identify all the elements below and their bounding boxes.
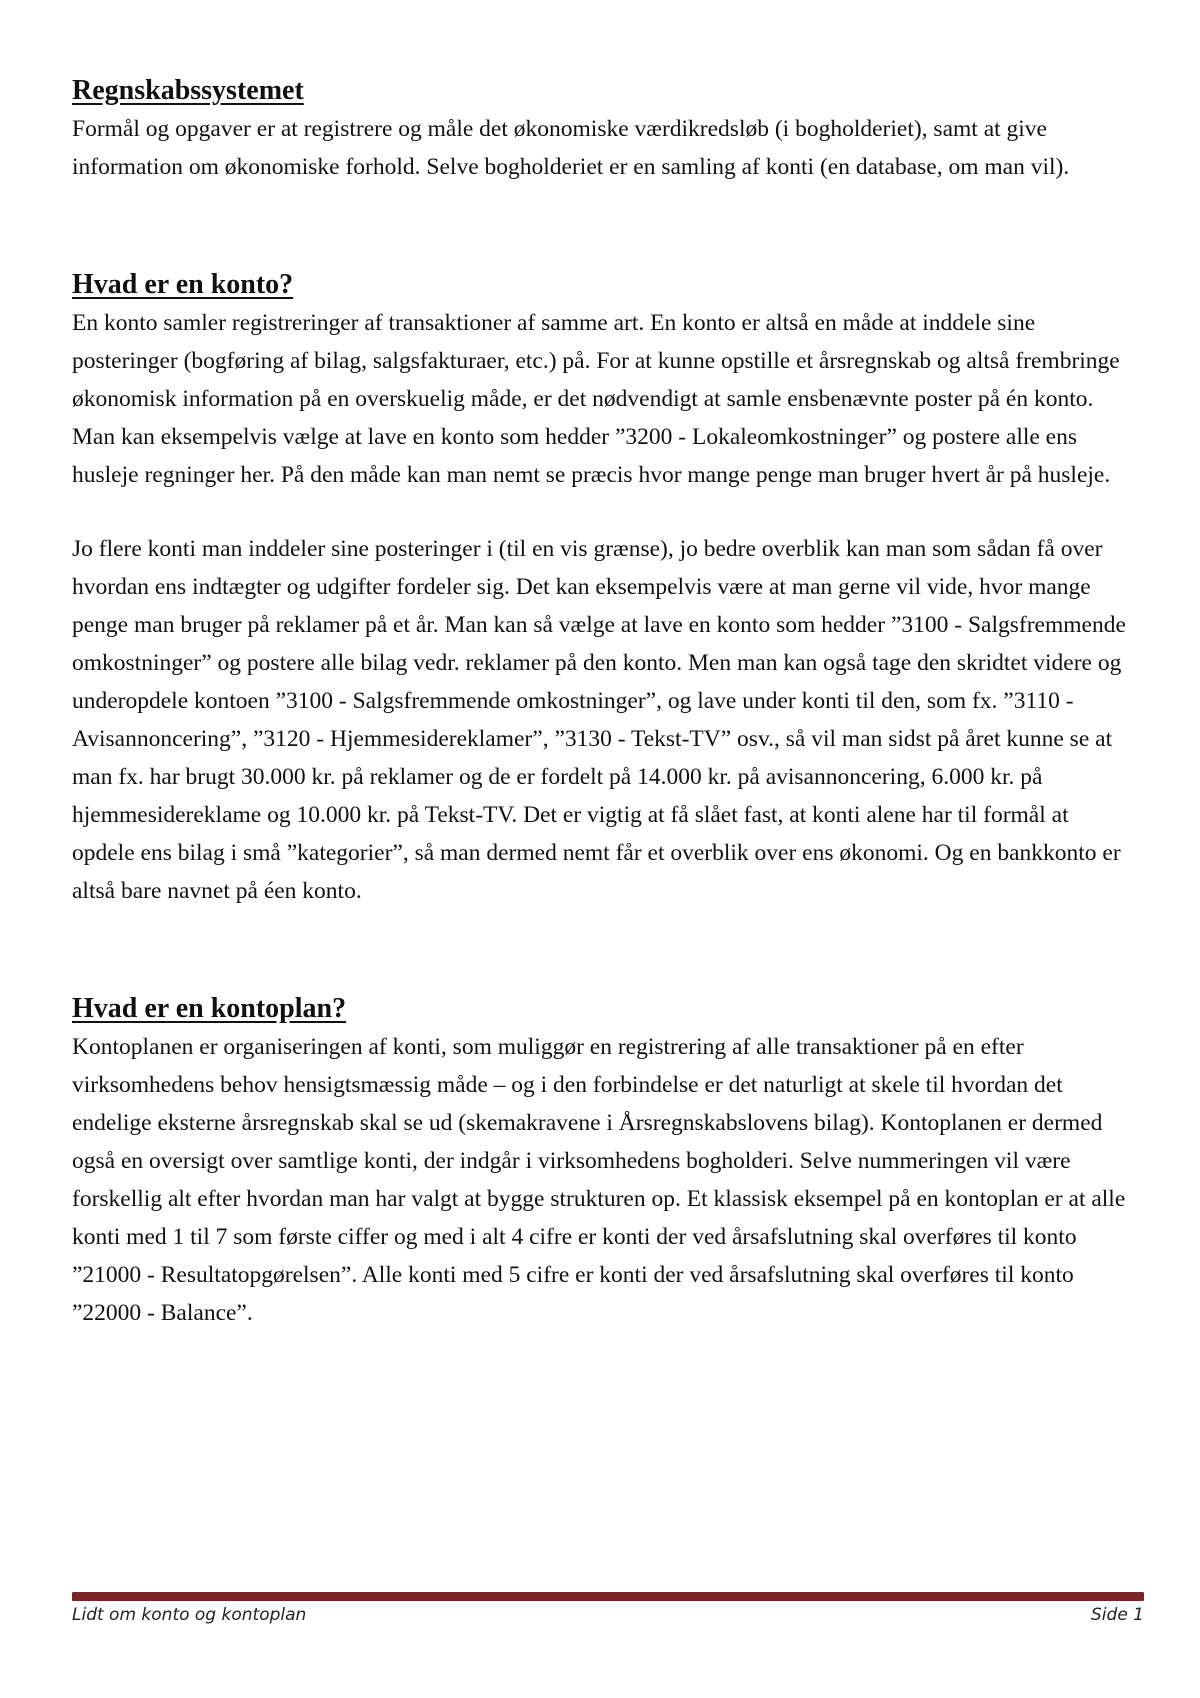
footer-row bbox=[72, 1605, 1144, 1625]
spacer bbox=[72, 910, 1132, 990]
section-heading-hvad-er-en-kontoplan: Hvad er en kontoplan? bbox=[72, 993, 347, 1024]
document-page bbox=[72, 72, 1132, 1332]
paragraph: En konto samler registreringer af transaktioner af samme art. En konto er altså en måde at inddele sine posteringer (bogføring af bilag, salgsfakturaer, etc.) på. For at kunne opstille et årsregnskab og altså frembringe økonomisk information på en overskuelig måde, er det nødvendigt at samle ensbenævnte poster på én konto. Man kan eksempelvis vælge at lave en konto som hedder ”3200 - Lokaleomkostninger” og postere alle ens husleje regninger her. På den måde kan man nemt se præcis hvor mange penge man bruger hvert år på husleje. bbox=[72, 310, 1120, 488]
paragraph: Jo flere konti man inddeler sine posteringer i (til en vis grænse), jo bedre overblik kan man som sådan få over hvordan ens indtægter og udgifter fordeler sig. Det kan eksempelvis være at man gerne vil vide, hvor mange penge man bruger på reklamer på et år. Man kan så vælge at lave en konto som hedder ”3100 - Salgsfremmende omkostninger” og postere alle bilag vedr. reklamer på den konto. Men man kan også tage den skridtet videre og underopdele kontoen ”3100 - Salgsfremmende omkostninger”, og lave under konti til den, som fx. ”3110 - Avisannoncering”, ”3120 - Hjemmesidereklamer”, ”3130 - Tekst-TV” osv., så vil man sidst på året kunne se at man fx. har brugt 30.000 kr. på reklamer og de er fordelt på 14.000 kr. på avisannoncering, 6.000 kr. på hjemmesidereklame og 10.000 kr. på Tekst-TV. Det er vigtig at få slået fast, at konti alene har til formål at opdele ens bilag i små ”kategorier”, så man dermed nemt får et overblik over ens økonomi. Og en bankkonto er altså bare navnet på éen konto. bbox=[72, 536, 1126, 904]
page-footer bbox=[72, 1592, 1144, 1625]
footer-rule bbox=[72, 1592, 1144, 1601]
spacer bbox=[72, 494, 1132, 530]
paragraph: Kontoplanen er organiseringen af konti, som muliggør en registrering af alle transaktioner på en efter virksomhedens behov hensigtsmæssig måde – og i den forbindelse er det naturligt at skele til hvordan det endelige eksterne årsregnskab skal se ud (skemakravene i Årsregnskabslovens bilag). Kontoplanen er dermed også en oversigt over samtlige konti, der indgår i virksomhedens bogholderi. Selve nummeringen vil være forskellig alt efter hvordan man har valgt at bygge strukturen op. Et klassisk eksempel på en kontoplan er at alle konti med 1 til 7 som første ciffer og med i alt 4 cifre er konti der ved årsafslutning skal overføres til konto ”21000 - Resultatopgørelsen”. Alle konti med 5 cifre er konti der ved årsafslutning skal overføres til konto ”22000 - Balance”. bbox=[72, 1034, 1126, 1326]
section-heading-regnskabssystemet: Regnskabssystemet bbox=[72, 75, 304, 106]
spacer bbox=[72, 186, 1132, 266]
footer-page-number: Side 1 bbox=[1091, 1605, 1144, 1625]
footer-document-title: Lidt om konto og kontoplan bbox=[72, 1605, 307, 1625]
section-heading-hvad-er-en-konto: Hvad er en konto? bbox=[72, 269, 294, 300]
paragraph: Formål og opgaver er at registrere og måle det økonomiske værdikredsløb (i bogholderiet), samt at give information om økonomiske forhold. Selve bogholderiet er en samling af konti (en database, om man vil). bbox=[72, 116, 1070, 180]
